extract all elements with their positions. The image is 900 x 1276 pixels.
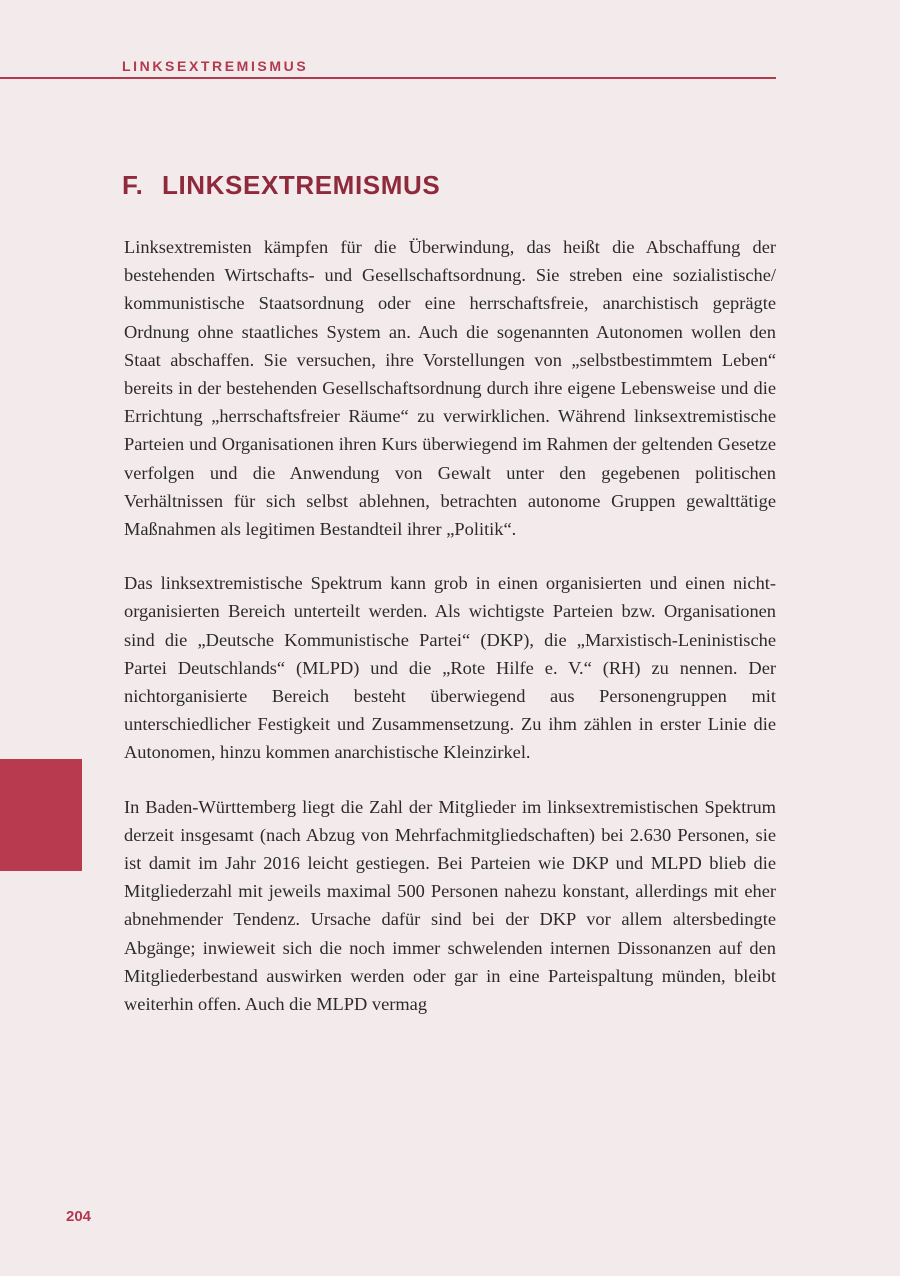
page-number: 204	[66, 1208, 92, 1225]
running-header: LINKSEXTREMISMUS	[122, 58, 309, 74]
chapter-title	[122, 170, 440, 201]
paragraph-1: Linksextremisten kämpfen für die Überwindung, das heißt die Abschaffung der bestehenden Wirtschafts- und Gesellschaftsordnung. Sie streben eine sozialistische/​kommunistische Staatsordnung oder eine herrschaftsfreie, anarchistisch geprägte Ordnung ohne staatliches System an. Auch die sogenannten Autonomen wollen den Staat abschaffen. Sie versuchen, ihre Vorstellungen von „selbstbestimmtem Leben“ bereits in der bestehenden Gesellschaftsordnung durch ihre eigene Lebensweise und die Errichtung „herrschaftsfreier Räume“ zu verwirklichen. Während linksextremistische Parteien und Organisationen ihren Kurs überwiegend im Rahmen der geltenden Gesetze verfolgen und die Anwendung von Gewalt unter den gegebenen politischen Verhältnissen für sich selbst ablehnen, betrachten autonome Gruppen gewalttätige Maßnahmen als legitimen Bestandteil ihrer „Politik“.	[124, 237, 776, 540]
header-rule	[0, 77, 776, 79]
chapter-title-text: LINKSEXTREMISMUS	[162, 170, 441, 200]
chapter-side-marker	[0, 759, 82, 871]
body-text	[124, 233, 776, 1044]
paragraph-2: Das linksextremistische Spektrum kann grob in einen organisierten und einen nichtorganisierten Bereich unterteilt werden. Als wichtigste Parteien bzw. Organisationen sind die „Deutsche Kommunistische Partei“ (DKP), die „Marxistisch-Leninistische Partei Deutschlands“ (MLPD) und die „Rote Hilfe e. V.“ (RH) zu nennen. Der nichtorganisierte Bereich besteht überwiegend aus Personengruppen mit unterschiedlicher Festigkeit und Zusammensetzung. Zu ihm zählen in erster Linie die Autonomen, hinzu kommen anarchistische Kleinzirkel.	[124, 573, 776, 763]
paragraph-3: In Baden-Württemberg liegt die Zahl der Mitglieder im linksextremistischen Spektrum derzeit insgesamt (nach Abzug von Mehrfachmitgliedschaften) bei 2.630 Personen, sie ist damit im Jahr 2016 leicht gestiegen. Bei Parteien wie DKP und MLPD blieb die Mitgliederzahl mit jeweils maximal 500 Personen nahezu konstant, allerdings mit eher abnehmender Tendenz. Ursache dafür sind bei der DKP vor allem altersbedingte Abgänge; inwieweit sich die noch immer schwelenden internen Dissonanzen auf den Mitgliederbestand auswirken werden oder gar in eine Parteispaltung münden, bleibt weiterhin offen. Auch die MLPD vermag	[124, 796, 776, 1015]
chapter-letter: F.	[122, 170, 144, 200]
